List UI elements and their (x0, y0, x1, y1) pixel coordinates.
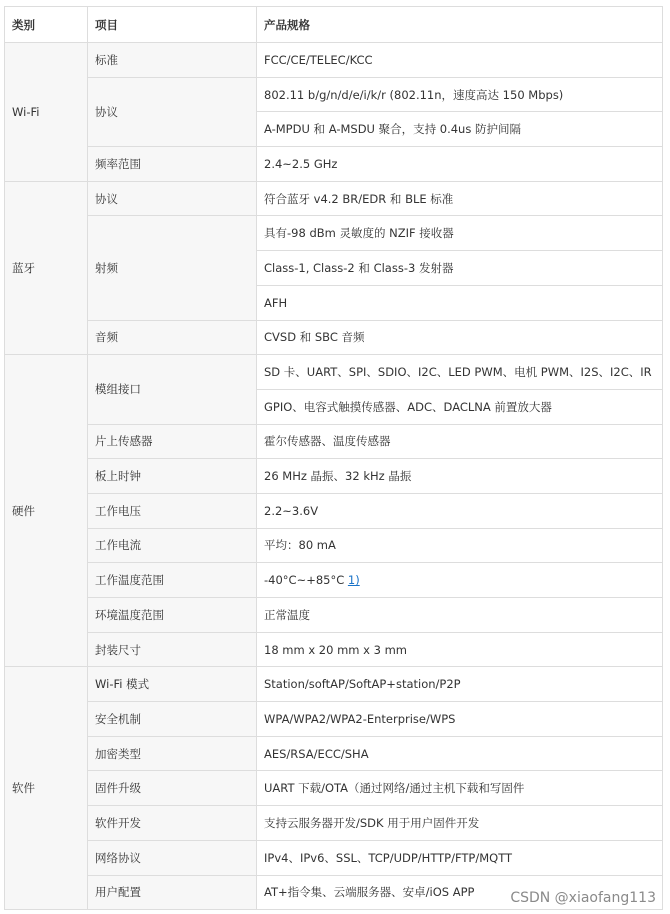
table-row (5, 181, 663, 216)
spec-value: CVSD 和 SBC 音频 (257, 320, 663, 355)
item-label: 频率范围 (88, 147, 257, 182)
category-wifi: Wi-Fi (5, 43, 88, 182)
table-row (5, 598, 663, 633)
table-header-row (5, 7, 663, 43)
item-label: 软件开发 (88, 806, 257, 841)
item-label: 环境温度范围 (88, 598, 257, 633)
item-label: 板上时钟 (88, 459, 257, 494)
item-label: 片上传感器 (88, 424, 257, 459)
table-row (5, 563, 663, 598)
table-row (5, 736, 663, 771)
spec-value: GPIO、电容式触摸传感器、ADC、DACLNA 前置放大器 (257, 389, 663, 424)
item-label: 安全机制 (88, 702, 257, 737)
spec-value-with-note (257, 563, 663, 598)
spec-value: WPA/WPA2/WPA2-Enterprise/WPS (257, 702, 663, 737)
category-hardware: 硬件 (5, 355, 88, 667)
item-label: 网络协议 (88, 840, 257, 875)
table-row (5, 216, 663, 251)
spec-value: 26 MHz 晶振、32 kHz 晶振 (257, 459, 663, 494)
item-label: 封装尺寸 (88, 632, 257, 667)
spec-value: A-MPDU 和 A-MSDU 聚合，支持 0.4us 防护间隔 (257, 112, 663, 147)
spec-value: 符合蓝牙 v4.2 BR/EDR 和 BLE 标准 (257, 181, 663, 216)
item-label: 固件升级 (88, 771, 257, 806)
item-label: 协议 (88, 77, 257, 146)
spec-value: 支持云服务器开发/SDK 用于用户固件开发 (257, 806, 663, 841)
watermark: CSDN @xiaofang113 (510, 890, 656, 906)
item-label: 工作温度范围 (88, 563, 257, 598)
spec-value: AES/RSA/ECC/SHA (257, 736, 663, 771)
item-label: 协议 (88, 181, 257, 216)
spec-value: IPv4、IPv6、SSL、TCP/UDP/HTTP/FTP/MQTT (257, 840, 663, 875)
category-bluetooth: 蓝牙 (5, 181, 88, 354)
spec-value: 正常温度 (257, 598, 663, 633)
table-row (5, 43, 663, 78)
header-category: 类别 (5, 7, 88, 43)
spec-value: 2.4~2.5 GHz (257, 147, 663, 182)
table-row (5, 77, 663, 112)
spec-value: SD 卡、UART、SPI、SDIO、I2C、LED PWM、电机 PWM、I2S、I2C、IR (257, 355, 663, 390)
temp-range-text: -40°C~+85°C (264, 573, 345, 588)
spec-value: Station/softAP/SoftAP+station/P2P (257, 667, 663, 702)
item-label: 用户配置 (88, 875, 257, 910)
footnote-link[interactable]: 1) (347, 573, 360, 588)
item-label: 加密类型 (88, 736, 257, 771)
item-label: 射频 (88, 216, 257, 320)
header-spec: 产品规格 (257, 7, 663, 43)
spec-value: FCC/CE/TELEC/KCC (257, 43, 663, 78)
spec-value: 霍尔传感器、温度传感器 (257, 424, 663, 459)
spec-value: AT+指令集、云端服务器、安卓/iOS APP (257, 875, 663, 910)
item-label: 模组接口 (88, 355, 257, 424)
table-row (5, 528, 663, 563)
spec-table (4, 6, 663, 910)
table-row (5, 806, 663, 841)
spec-value: UART 下载/OTA（通过网络/通过主机下载和写固件 (257, 771, 663, 806)
item-label: 音频 (88, 320, 257, 355)
table-row (5, 424, 663, 459)
item-label: 工作电流 (88, 528, 257, 563)
table-row (5, 320, 663, 355)
spec-value: AFH (257, 285, 663, 320)
table-row (5, 702, 663, 737)
table-row (5, 355, 663, 390)
spec-value: 平均：80 mA (257, 528, 663, 563)
table-row (5, 667, 663, 702)
table-row (5, 632, 663, 667)
table-row (5, 493, 663, 528)
item-label: 标准 (88, 43, 257, 78)
spec-value: 802.11 b/g/n/d/e/i/k/r (802.11n，速度高达 150 Mbps) (257, 77, 663, 112)
spec-value: 18 mm x 20 mm x 3 mm (257, 632, 663, 667)
item-label: Wi-Fi 模式 (88, 667, 257, 702)
table-row (5, 459, 663, 494)
header-item: 项目 (88, 7, 257, 43)
table-row (5, 147, 663, 182)
table-row (5, 840, 663, 875)
item-label: 工作电压 (88, 493, 257, 528)
spec-value: 2.2~3.6V (257, 493, 663, 528)
category-software: 软件 (5, 667, 88, 910)
spec-value: 具有-98 dBm 灵敏度的 NZIF 接收器 (257, 216, 663, 251)
table-row (5, 771, 663, 806)
spec-value: Class-1, Class-2 和 Class-3 发射器 (257, 251, 663, 286)
